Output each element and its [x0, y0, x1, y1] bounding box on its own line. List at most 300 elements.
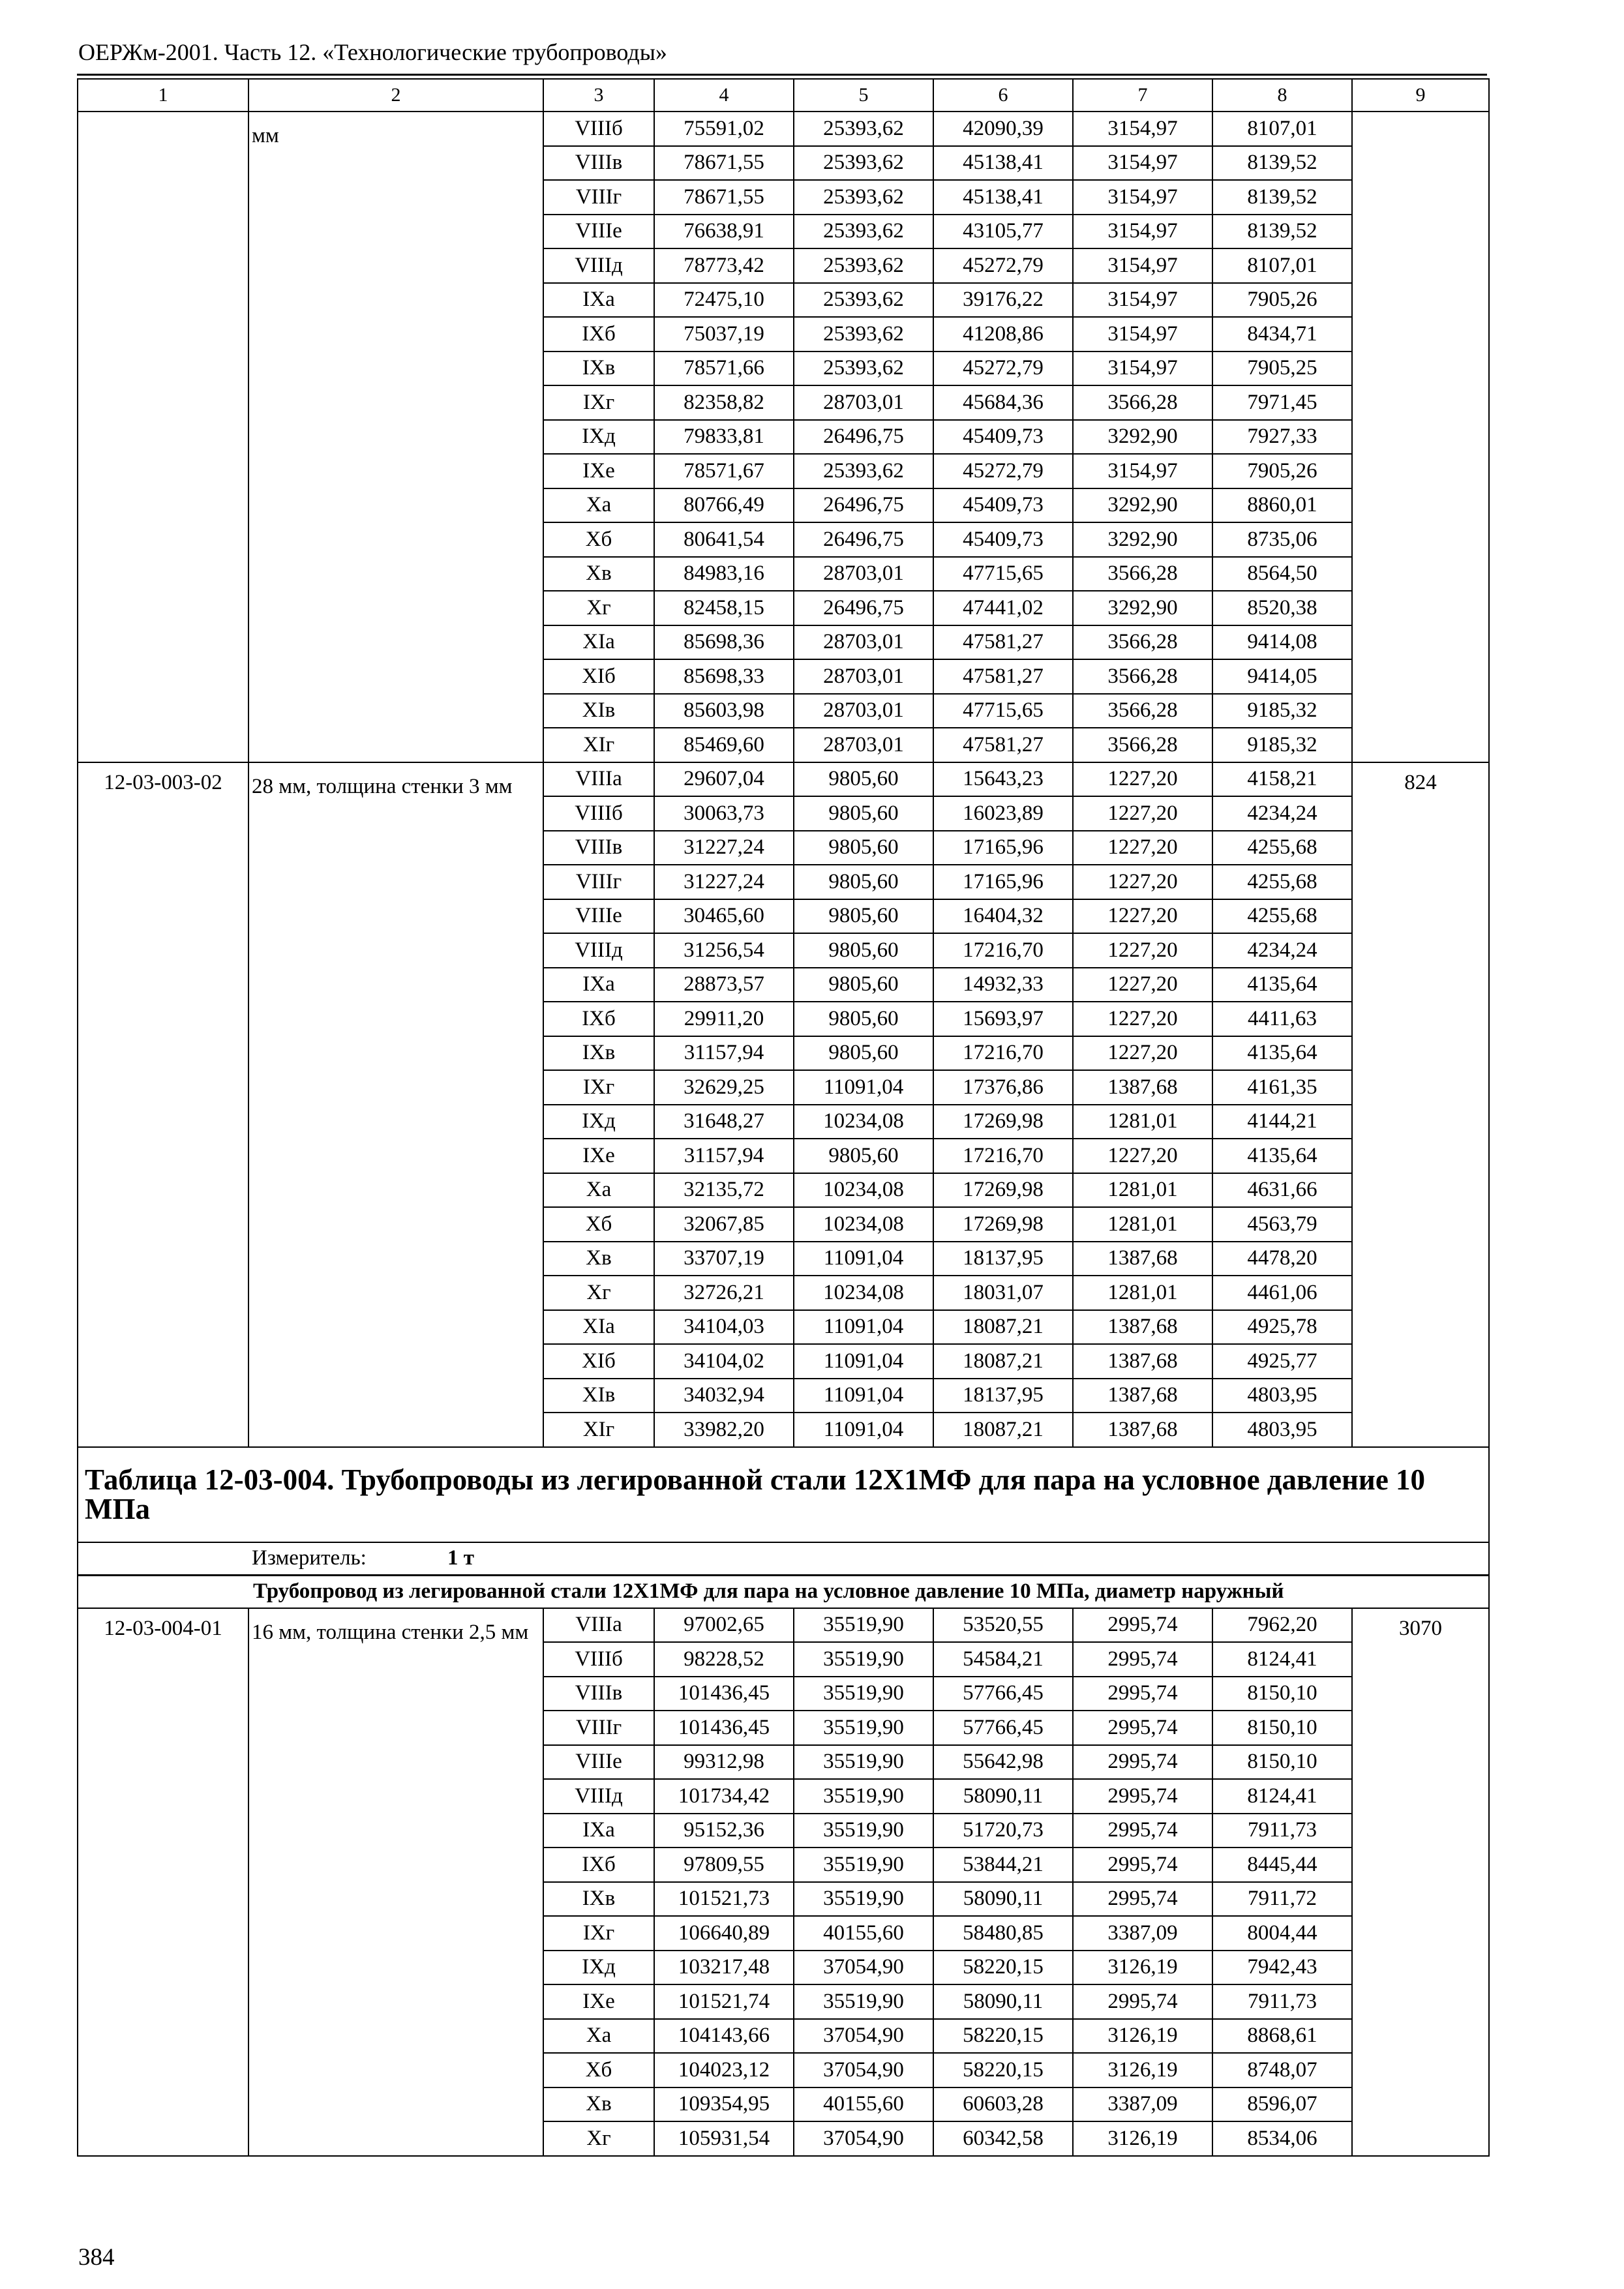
value-cell: 25393,62	[794, 180, 933, 215]
value-cell: 8150,10	[1212, 1711, 1352, 1745]
value-cell: 7905,26	[1212, 283, 1352, 318]
value-cell: 1281,01	[1073, 1207, 1212, 1242]
zone-cell: IXв	[543, 1036, 654, 1071]
value-cell: 33982,20	[654, 1413, 794, 1447]
value-cell: 80641,54	[654, 522, 794, 557]
value-cell: 17269,98	[933, 1207, 1073, 1242]
zone-cell: XIа	[543, 625, 654, 660]
zone-cell: XIб	[543, 1344, 654, 1379]
value-cell: 54584,21	[933, 1642, 1073, 1677]
zone-cell: Xв	[543, 2087, 654, 2122]
value-cell: 7905,25	[1212, 352, 1352, 386]
value-cell: 8520,38	[1212, 591, 1352, 625]
value-cell: 15643,23	[933, 762, 1073, 797]
zone-cell: IXд	[543, 420, 654, 455]
value-cell: 78571,66	[654, 352, 794, 386]
value-cell: 1227,20	[1073, 1002, 1212, 1036]
value-cell: 9805,60	[794, 762, 933, 797]
value-cell: 8445,44	[1212, 1848, 1352, 1882]
value-cell: 8139,52	[1212, 215, 1352, 249]
value-cell: 1387,68	[1073, 1379, 1212, 1413]
value-cell: 45272,79	[933, 248, 1073, 283]
zone-cell: VIIIд	[543, 1779, 654, 1814]
zone-cell: IXв	[543, 352, 654, 386]
column-9-value	[1352, 112, 1489, 762]
value-cell: 1227,20	[1073, 865, 1212, 899]
value-cell: 4158,21	[1212, 762, 1352, 797]
zone-cell: IXд	[543, 1105, 654, 1139]
value-cell: 57766,45	[933, 1711, 1073, 1745]
value-cell: 4144,21	[1212, 1105, 1352, 1139]
value-cell: 35519,90	[794, 1677, 933, 1711]
value-cell: 31227,24	[654, 865, 794, 899]
column-number: 6	[933, 79, 1073, 112]
value-cell: 40155,60	[794, 2087, 933, 2122]
value-cell: 55642,98	[933, 1745, 1073, 1780]
zone-cell: VIIIг	[543, 865, 654, 899]
column-number: 5	[794, 79, 933, 112]
value-cell: 4255,68	[1212, 865, 1352, 899]
table-row	[78, 112, 1489, 146]
value-cell: 31157,94	[654, 1036, 794, 1071]
value-cell: 18087,21	[933, 1344, 1073, 1379]
value-cell: 25393,62	[794, 248, 933, 283]
zone-cell: XIа	[543, 1310, 654, 1345]
zone-cell: VIIIг	[543, 1711, 654, 1745]
value-cell: 58090,11	[933, 1984, 1073, 2019]
table-title-row	[78, 1447, 1489, 1542]
zone-cell: Xб	[543, 2053, 654, 2087]
value-cell: 31227,24	[654, 831, 794, 865]
value-cell: 1227,20	[1073, 933, 1212, 968]
value-cell: 58480,85	[933, 1916, 1073, 1951]
zone-cell: IXв	[543, 1882, 654, 1917]
value-cell: 37054,90	[794, 1951, 933, 1985]
value-cell: 7905,26	[1212, 454, 1352, 488]
value-cell: 1227,20	[1073, 1036, 1212, 1071]
header-rule	[77, 74, 1487, 76]
value-cell: 4803,95	[1212, 1413, 1352, 1447]
value-cell: 3292,90	[1073, 420, 1212, 455]
zone-cell: IXа	[543, 1814, 654, 1848]
value-cell: 1387,68	[1073, 1310, 1212, 1345]
value-cell: 1387,68	[1073, 1344, 1212, 1379]
zone-cell: IXб	[543, 317, 654, 352]
value-cell: 8596,07	[1212, 2087, 1352, 2122]
value-cell: 97809,55	[654, 1848, 794, 1882]
item-description: 16 мм, толщина стенки 2,5 мм	[248, 1608, 543, 2156]
value-cell: 14932,33	[933, 968, 1073, 1002]
value-cell: 31648,27	[654, 1105, 794, 1139]
column-number: 4	[654, 79, 794, 112]
value-cell: 1387,68	[1073, 1413, 1212, 1447]
value-cell: 17216,70	[933, 933, 1073, 968]
value-cell: 7911,73	[1212, 1984, 1352, 2019]
value-cell: 78671,55	[654, 146, 794, 181]
zone-cell: VIIIе	[543, 1745, 654, 1780]
zone-cell: IXе	[543, 1139, 654, 1173]
value-cell: 9805,60	[794, 968, 933, 1002]
zone-cell: IXд	[543, 1951, 654, 1985]
value-cell: 101521,74	[654, 1984, 794, 2019]
value-cell: 4161,35	[1212, 1070, 1352, 1105]
zone-cell: XIв	[543, 694, 654, 728]
value-cell: 35519,90	[794, 1848, 933, 1882]
value-cell: 4478,20	[1212, 1242, 1352, 1276]
value-cell: 9805,60	[794, 831, 933, 865]
value-cell: 17376,86	[933, 1070, 1073, 1105]
value-cell: 18087,21	[933, 1310, 1073, 1345]
value-cell: 3126,19	[1073, 2019, 1212, 2054]
value-cell: 28703,01	[794, 659, 933, 694]
value-cell: 3154,97	[1073, 454, 1212, 488]
value-cell: 45138,41	[933, 146, 1073, 181]
value-cell: 3126,19	[1073, 2053, 1212, 2087]
column-number: 2	[248, 79, 543, 112]
value-cell: 58220,15	[933, 2053, 1073, 2087]
value-cell: 58220,15	[933, 1951, 1073, 1985]
value-cell: 45409,73	[933, 488, 1073, 523]
value-cell: 7971,45	[1212, 385, 1352, 420]
value-cell: 58090,11	[933, 1779, 1073, 1814]
zone-cell: Xа	[543, 1173, 654, 1208]
value-cell: 1387,68	[1073, 1070, 1212, 1105]
value-cell: 4234,24	[1212, 933, 1352, 968]
value-cell: 17165,96	[933, 865, 1073, 899]
value-cell: 33707,19	[654, 1242, 794, 1276]
value-cell: 4411,63	[1212, 1002, 1352, 1036]
value-cell: 39176,22	[933, 283, 1073, 318]
value-cell: 26496,75	[794, 420, 933, 455]
value-cell: 85603,98	[654, 694, 794, 728]
subheading: Трубопровод из легированной стали 12Х1МФ для пара на условное давление 10 МПа, диаметр наружный	[78, 1575, 1489, 1608]
value-cell: 78671,55	[654, 180, 794, 215]
value-cell: 103217,48	[654, 1951, 794, 1985]
value-cell: 3566,28	[1073, 625, 1212, 660]
value-cell: 4135,64	[1212, 1139, 1352, 1173]
value-cell: 3566,28	[1073, 728, 1212, 762]
column-9-value: 3070	[1352, 1608, 1489, 2156]
zone-cell: Xг	[543, 2121, 654, 2156]
value-cell: 10234,08	[794, 1105, 933, 1139]
value-cell: 28703,01	[794, 625, 933, 660]
value-cell: 10234,08	[794, 1207, 933, 1242]
column-number: 8	[1212, 79, 1352, 112]
column-number: 3	[543, 79, 654, 112]
value-cell: 26496,75	[794, 522, 933, 557]
value-cell: 4925,78	[1212, 1310, 1352, 1345]
value-cell: 9805,60	[794, 933, 933, 968]
column-number-row	[78, 79, 1489, 112]
value-cell: 25393,62	[794, 352, 933, 386]
value-cell: 3126,19	[1073, 1951, 1212, 1985]
value-cell: 45272,79	[933, 352, 1073, 386]
value-cell: 32726,21	[654, 1276, 794, 1310]
value-cell: 41208,86	[933, 317, 1073, 352]
value-cell: 25393,62	[794, 317, 933, 352]
value-cell: 16023,89	[933, 796, 1073, 831]
value-cell: 57766,45	[933, 1677, 1073, 1711]
measure-row	[78, 1542, 1489, 1576]
measure-cell	[78, 1542, 1489, 1576]
value-cell: 35519,90	[794, 1814, 933, 1848]
value-cell: 4803,95	[1212, 1379, 1352, 1413]
value-cell: 60603,28	[933, 2087, 1073, 2122]
value-cell: 45138,41	[933, 180, 1073, 215]
value-cell: 82458,15	[654, 591, 794, 625]
zone-cell: Xг	[543, 591, 654, 625]
value-cell: 109354,95	[654, 2087, 794, 2122]
value-cell: 37054,90	[794, 2019, 933, 2054]
zone-cell: Xа	[543, 488, 654, 523]
page-header: ОЕРЖм-2001. Часть 12. «Технологические трубопроводы»	[78, 39, 667, 65]
value-cell: 8868,61	[1212, 2019, 1352, 2054]
value-cell: 99312,98	[654, 1745, 794, 1780]
value-cell: 3566,28	[1073, 659, 1212, 694]
value-cell: 72475,10	[654, 283, 794, 318]
value-cell: 4135,64	[1212, 968, 1352, 1002]
value-cell: 8139,52	[1212, 180, 1352, 215]
value-cell: 37054,90	[794, 2121, 933, 2156]
zone-cell: XIг	[543, 1413, 654, 1447]
zone-cell: VIIIб	[543, 1642, 654, 1677]
zone-cell: VIIIв	[543, 146, 654, 181]
zone-cell: VIIIв	[543, 1677, 654, 1711]
value-cell: 76638,91	[654, 215, 794, 249]
value-cell: 3154,97	[1073, 215, 1212, 249]
value-cell: 47715,65	[933, 694, 1073, 728]
value-cell: 28703,01	[794, 694, 933, 728]
value-cell: 9185,32	[1212, 694, 1352, 728]
zone-cell: IXа	[543, 968, 654, 1002]
value-cell: 9805,60	[794, 1139, 933, 1173]
zone-cell: IXе	[543, 1984, 654, 2019]
column-9-value: 824	[1352, 762, 1489, 1447]
value-cell: 29607,04	[654, 762, 794, 797]
value-cell: 8107,01	[1212, 248, 1352, 283]
value-cell: 9805,60	[794, 1002, 933, 1036]
value-cell: 8434,71	[1212, 317, 1352, 352]
value-cell: 3566,28	[1073, 694, 1212, 728]
value-cell: 1227,20	[1073, 831, 1212, 865]
value-cell: 8124,41	[1212, 1779, 1352, 1814]
value-cell: 35519,90	[794, 1642, 933, 1677]
zone-cell: VIIIе	[543, 215, 654, 249]
value-cell: 8534,06	[1212, 2121, 1352, 2156]
value-cell: 11091,04	[794, 1413, 933, 1447]
zone-cell: IXе	[543, 454, 654, 488]
value-cell: 1387,68	[1073, 1242, 1212, 1276]
value-cell: 17165,96	[933, 831, 1073, 865]
value-cell: 28703,01	[794, 385, 933, 420]
value-cell: 4563,79	[1212, 1207, 1352, 1242]
value-cell: 3387,09	[1073, 1916, 1212, 1951]
value-cell: 53520,55	[933, 1608, 1073, 1643]
value-cell: 4631,66	[1212, 1173, 1352, 1208]
value-cell: 101436,45	[654, 1677, 794, 1711]
value-cell: 53844,21	[933, 1848, 1073, 1882]
value-cell: 17216,70	[933, 1139, 1073, 1173]
value-cell: 8150,10	[1212, 1677, 1352, 1711]
value-cell: 4255,68	[1212, 831, 1352, 865]
zone-cell: XIг	[543, 728, 654, 762]
value-cell: 25393,62	[794, 146, 933, 181]
value-cell: 25393,62	[794, 215, 933, 249]
value-cell: 11091,04	[794, 1242, 933, 1276]
value-cell: 1281,01	[1073, 1276, 1212, 1310]
value-cell: 30465,60	[654, 899, 794, 934]
value-cell: 2995,74	[1073, 1984, 1212, 2019]
zone-cell: VIIIб	[543, 112, 654, 146]
value-cell: 18137,95	[933, 1379, 1073, 1413]
measure-unit: 1 т	[447, 1546, 474, 1570]
zone-cell: XIв	[543, 1379, 654, 1413]
value-cell: 58090,11	[933, 1882, 1073, 1917]
value-cell: 84983,16	[654, 557, 794, 591]
value-cell: 3292,90	[1073, 591, 1212, 625]
value-cell: 3126,19	[1073, 2121, 1212, 2156]
value-cell: 101436,45	[654, 1711, 794, 1745]
value-cell: 4461,06	[1212, 1276, 1352, 1310]
value-cell: 8139,52	[1212, 146, 1352, 181]
value-cell: 42090,39	[933, 112, 1073, 146]
zone-cell: IXг	[543, 1916, 654, 1951]
value-cell: 10234,08	[794, 1173, 933, 1208]
value-cell: 7911,73	[1212, 1814, 1352, 1848]
measure-label: Измеритель:	[252, 1546, 367, 1570]
value-cell: 28873,57	[654, 968, 794, 1002]
value-cell: 11091,04	[794, 1379, 933, 1413]
value-cell: 35519,90	[794, 1882, 933, 1917]
item-code: 12-03-004-01	[78, 1608, 248, 2156]
value-cell: 7942,43	[1212, 1951, 1352, 1985]
value-cell: 9805,60	[794, 1036, 933, 1071]
value-cell: 26496,75	[794, 591, 933, 625]
value-cell: 78571,67	[654, 454, 794, 488]
value-cell: 25393,62	[794, 454, 933, 488]
zone-cell: VIIIб	[543, 796, 654, 831]
zone-cell: Xг	[543, 1276, 654, 1310]
zone-cell: IXг	[543, 385, 654, 420]
value-cell: 2995,74	[1073, 1608, 1212, 1643]
value-cell: 26496,75	[794, 488, 933, 523]
item-description: 28 мм, толщина стенки 3 мм	[248, 762, 543, 1447]
value-cell: 9414,05	[1212, 659, 1352, 694]
value-cell: 85698,36	[654, 625, 794, 660]
value-cell: 8124,41	[1212, 1642, 1352, 1677]
value-cell: 3154,97	[1073, 283, 1212, 318]
value-cell: 1227,20	[1073, 1139, 1212, 1173]
value-cell: 8735,06	[1212, 522, 1352, 557]
value-cell: 45409,73	[933, 420, 1073, 455]
value-cell: 2995,74	[1073, 1779, 1212, 1814]
value-cell: 1227,20	[1073, 796, 1212, 831]
value-cell: 78773,42	[654, 248, 794, 283]
value-cell: 95152,36	[654, 1814, 794, 1848]
value-cell: 3566,28	[1073, 557, 1212, 591]
value-cell: 47715,65	[933, 557, 1073, 591]
zone-cell: Xа	[543, 2019, 654, 2054]
value-cell: 3154,97	[1073, 180, 1212, 215]
value-cell: 28703,01	[794, 728, 933, 762]
zone-cell: VIIIд	[543, 248, 654, 283]
value-cell: 8748,07	[1212, 2053, 1352, 2087]
value-cell: 35519,90	[794, 1745, 933, 1780]
value-cell: 97002,65	[654, 1608, 794, 1643]
value-cell: 4234,24	[1212, 796, 1352, 831]
value-cell: 34104,03	[654, 1310, 794, 1345]
value-cell: 31256,54	[654, 933, 794, 968]
value-cell: 18087,21	[933, 1413, 1073, 1447]
value-cell: 45409,73	[933, 522, 1073, 557]
value-cell: 47441,02	[933, 591, 1073, 625]
value-cell: 8564,50	[1212, 557, 1352, 591]
value-cell: 34104,02	[654, 1344, 794, 1379]
column-number: 9	[1352, 79, 1489, 112]
value-cell: 25393,62	[794, 283, 933, 318]
value-cell: 3154,97	[1073, 248, 1212, 283]
zone-cell: VIIIа	[543, 1608, 654, 1643]
value-cell: 35519,90	[794, 1984, 933, 2019]
value-cell: 2995,74	[1073, 1814, 1212, 1848]
value-cell: 104023,12	[654, 2053, 794, 2087]
value-cell: 8150,10	[1212, 1745, 1352, 1780]
value-cell: 9414,08	[1212, 625, 1352, 660]
value-cell: 1227,20	[1073, 899, 1212, 934]
item-code: 12-03-003-02	[78, 762, 248, 1447]
value-cell: 45684,36	[933, 385, 1073, 420]
value-cell: 7911,72	[1212, 1882, 1352, 1917]
value-cell: 3387,09	[1073, 2087, 1212, 2122]
value-cell: 2995,74	[1073, 1711, 1212, 1745]
zone-cell: IXб	[543, 1848, 654, 1882]
value-cell: 3292,90	[1073, 488, 1212, 523]
value-cell: 11091,04	[794, 1310, 933, 1345]
page-number: 384	[78, 2244, 115, 2271]
value-cell: 15693,97	[933, 1002, 1073, 1036]
value-cell: 75037,19	[654, 317, 794, 352]
value-cell: 9185,32	[1212, 728, 1352, 762]
value-cell: 2995,74	[1073, 1848, 1212, 1882]
value-cell: 35519,90	[794, 1711, 933, 1745]
value-cell: 18137,95	[933, 1242, 1073, 1276]
value-cell: 3154,97	[1073, 112, 1212, 146]
value-cell: 18031,07	[933, 1276, 1073, 1310]
value-cell: 3292,90	[1073, 522, 1212, 557]
value-cell: 2995,74	[1073, 1642, 1212, 1677]
value-cell: 45272,79	[933, 454, 1073, 488]
zone-cell: VIIIг	[543, 180, 654, 215]
value-cell: 8860,01	[1212, 488, 1352, 523]
value-cell: 17269,98	[933, 1105, 1073, 1139]
value-cell: 37054,90	[794, 2053, 933, 2087]
value-cell: 8107,01	[1212, 112, 1352, 146]
zone-cell: XIб	[543, 659, 654, 694]
value-cell: 104143,66	[654, 2019, 794, 2054]
value-cell: 3566,28	[1073, 385, 1212, 420]
column-number: 7	[1073, 79, 1212, 112]
value-cell: 75591,02	[654, 112, 794, 146]
zone-cell: VIIIа	[543, 762, 654, 797]
value-cell: 32067,85	[654, 1207, 794, 1242]
item-code	[78, 112, 248, 762]
value-cell: 2995,74	[1073, 1745, 1212, 1780]
zone-cell: IXа	[543, 283, 654, 318]
value-cell: 16404,32	[933, 899, 1073, 934]
table-row	[78, 762, 1489, 797]
value-cell: 1281,01	[1073, 1105, 1212, 1139]
value-cell: 2995,74	[1073, 1882, 1212, 1917]
